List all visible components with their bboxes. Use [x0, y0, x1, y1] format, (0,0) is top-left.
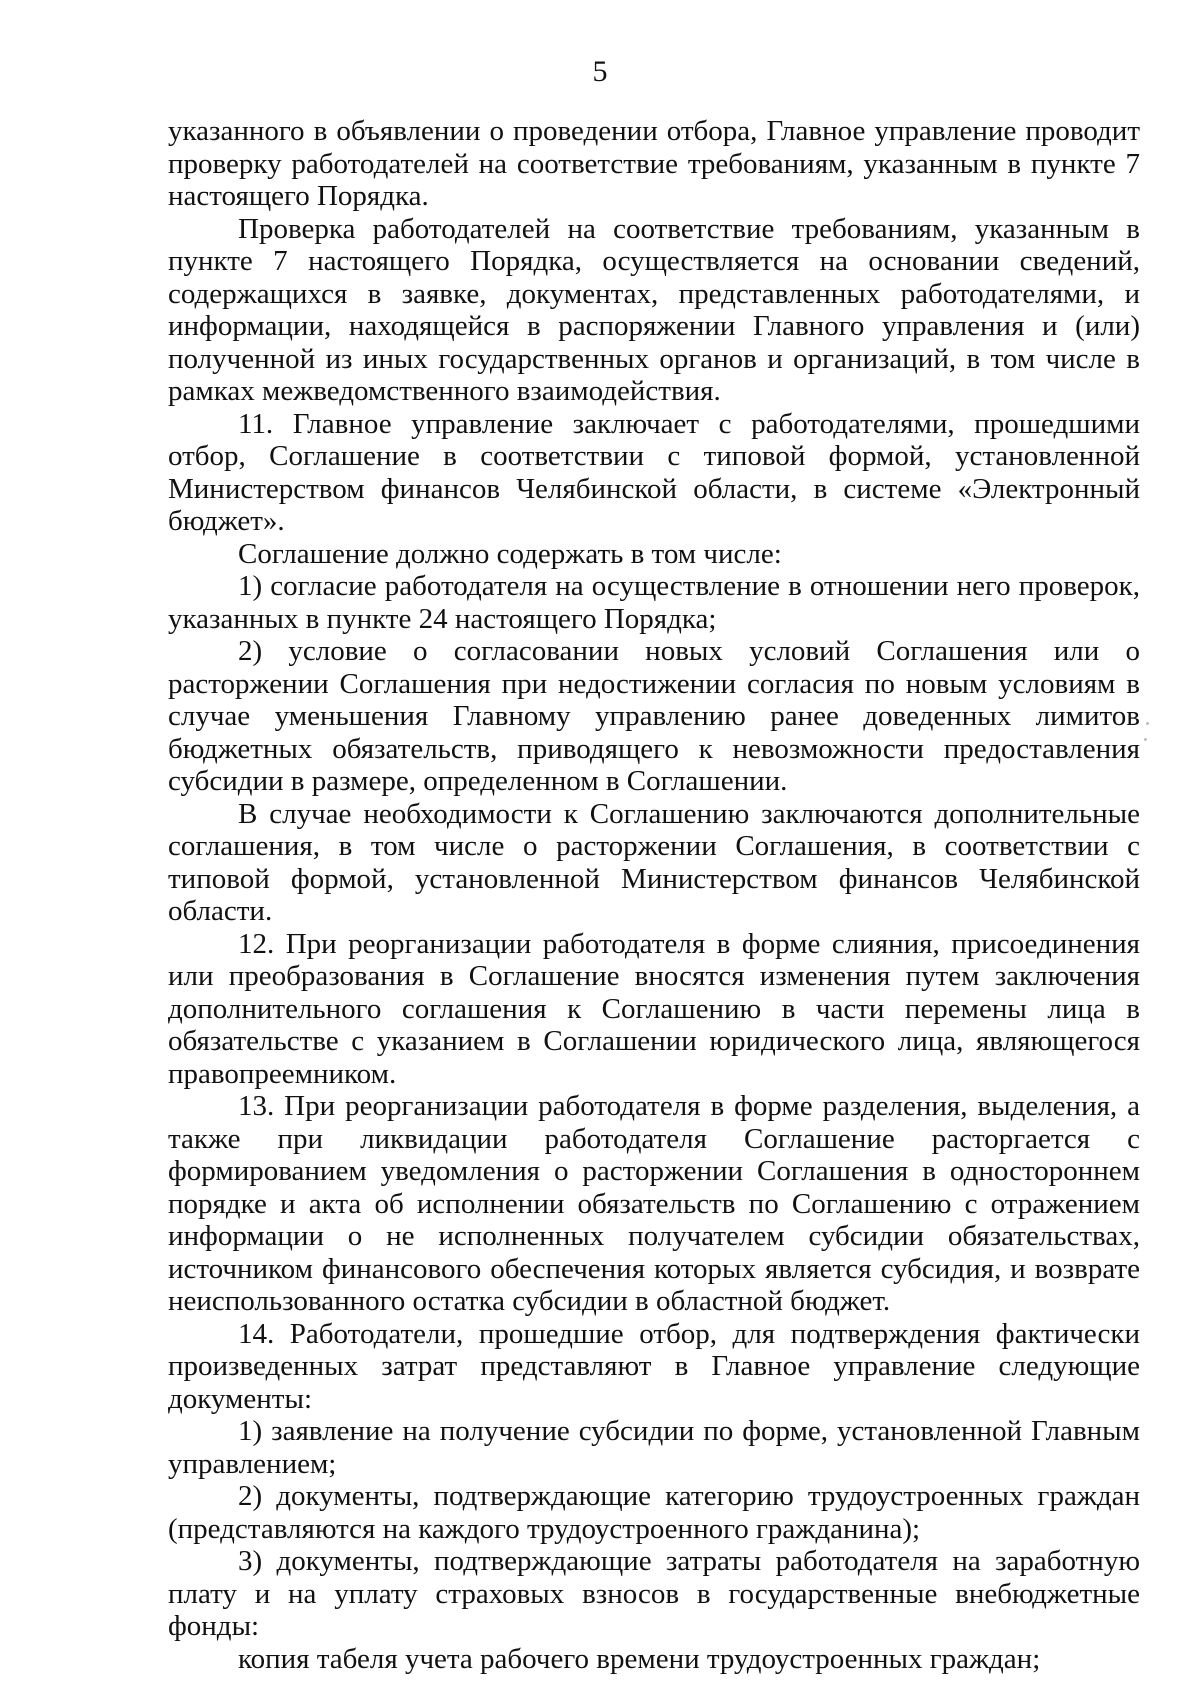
paragraph-verification: Проверка работодателей на соответствие требованиям, указанным в пункте 7 настоящего Порядка, осуществляется на основании сведений, содержащихся в заявке, документах, представленных работодателями, и информации, находящейся в распоряжении Главного управления и (или) полученной из иных государственных органов и организаций, в том числе в рамках межведомственного взаимодействия.	[168, 212, 1140, 407]
paragraph-clause-11: 11. Главное управление заключает с работодателями, прошедшими отбор, Соглашение в соответствии с типовой формой, установленной Министерством финансов Челябинской области, в системе «Электронный бюджет».	[168, 407, 1140, 537]
scan-speck	[1144, 738, 1147, 741]
list-item-1-consent: 1) согласие работодателя на осуществление в отношении него проверок, указанных в пункте 24 настоящего Порядка;	[168, 570, 1140, 635]
page-number: 5	[592, 55, 608, 88]
paragraph-clause-13: 13. При реорганизации работодателя в форме разделения, выделения, а также при ликвидации работодателя Соглашение расторгается с формированием уведомления о расторжении Соглашения в одностороннем порядке и акта об исполнении обязательств по Соглашению с отражением информации о не исполненных получателем субсидии обязательствах, источником финансового обеспечения которых является субсидия, и возврате неиспользованного остатка субсидии в областной бюджет.	[168, 1090, 1140, 1317]
paragraph-timesheet-copy: копия табеля учета рабочего времени трудоустроенных граждан;	[238, 1642, 1041, 1675]
list-item-1-application: 1) заявление на получение субсидии по форме, установленной Главным управлением;	[168, 1415, 1140, 1480]
list-item-2-documents-category: 2) документы, подтверждающие категорию трудоустроенных граждан (представляются на каждого трудоустроенного гражданина);	[168, 1480, 1140, 1545]
list-item-2-condition: 2) условие о согласовании новых условий Соглашения или о расторжении Соглашения при недостижении согласия по новым условиям в случае уменьшения Главному управлению ранее доведенных лимитов бюджетных обязательств, приводящего к невозможности предоставления субсидии в размере, определенном в Соглашении.	[168, 635, 1140, 797]
paragraph-continuation: указанного в объявлении о проведении отбора, Главное управление проводит проверку работодателей на соответствие требованиям, указанным в пункте 7 настоящего Порядка.	[168, 115, 1140, 212]
paragraph-additional-agreements: В случае необходимости к Соглашению заключаются дополнительные соглашения, в том числе о расторжении Соглашения, в соответствии с типовой формой, установленной Министерством финансов Челябинской области.	[168, 797, 1140, 927]
paragraph-agreement-contents: Соглашение должно содержать в том числе:	[238, 537, 782, 570]
paragraph-clause-14: 14. Работодатели, прошедшие отбор, для подтверждения фактически произведенных затрат представляют в Главное управление следующие документы:	[168, 1317, 1140, 1415]
list-item-3-documents-costs: 3) документы, подтверждающие затраты работодателя на заработную плату и на уплату страховых взносов в государственные внебюджетные фонды:	[168, 1545, 1140, 1642]
paragraph-clause-12: 12. При реорганизации работодателя в форме слияния, присоединения или преобразования в Соглашение вносятся изменения путем заключения дополнительного соглашения к Соглашению в части перемены лица в обязательстве с указанием в Соглашении юридического лица, являющегося правопреемником.	[168, 927, 1140, 1090]
document-body	[168, 115, 1140, 1675]
scan-speck	[1146, 722, 1149, 725]
